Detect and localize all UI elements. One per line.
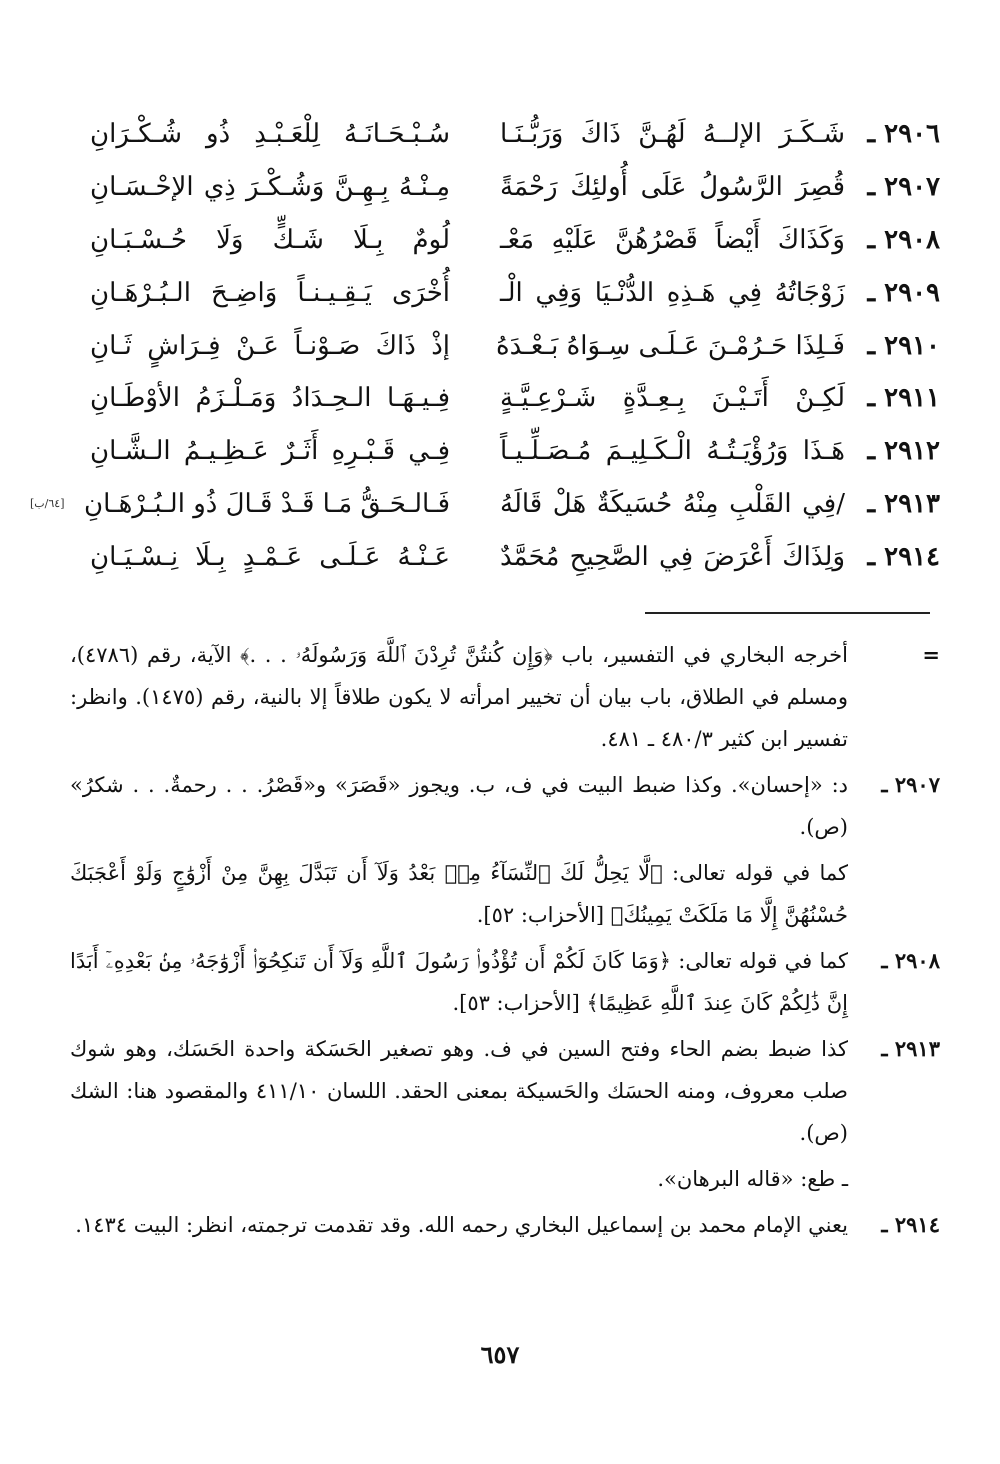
footnote-text: أخرجه البخاري في التفسير، باب ﴿وَإِن كُنتُنَّ تُرِدْنَ ٱللَّهَ وَرَسُولَهُۥ . . .﴾ الآية، رقم (٤٧٨٦)، ومسلم في الطلاق، باب بيان أن تخيير امرأته لا يكون طلاقاً إلا بالنية، رقم (١٤٧٥). وانظر: تفسير ابن كثير ٤٨٠/٣ ـ ٤٨١. bbox=[70, 643, 848, 751]
verse-first-hemistich: شَـكَـرَ الإلــهُ لَهُـنَّ ذَاكَ وَرَبُّـنَـا bbox=[500, 119, 845, 150]
verse-first-hemistich: وَكَذَاكَ أَيْضاً قَصْرُهُنَّ عَلَيْهِ مَعْـ bbox=[500, 224, 845, 255]
verse-second-hemistich: لُومٌ بِـلَا شَـكٍّ وَلَا حُـسْـبَـانِ bbox=[90, 224, 450, 255]
footnote bbox=[70, 940, 940, 1024]
verse-row bbox=[70, 530, 940, 583]
verse-first-hemistich: هَـذَا وَرُؤْيَـتُـهُ الْـكَـلِيـمَ مُـصَـلِّـيـاً bbox=[500, 436, 845, 467]
verse-row bbox=[70, 319, 940, 372]
verse-row bbox=[70, 372, 940, 425]
verse-number: ٢٩٠٧ ـ bbox=[867, 172, 940, 203]
verse-number: ٢٩١٢ ـ bbox=[867, 436, 940, 467]
verse-first-hemistich: وَلِذَاكَ أَعْرَضَ فِي الصَّحِيحِ مُحَمَّدٌ bbox=[500, 541, 845, 572]
verse-second-hemistich: مِـنْـهُ بِـهِـنَّ وَشُـكْـرَ ذِي الإحْـسَـانِ bbox=[90, 172, 450, 203]
footnote-number: ٢٩٠٧ ـ bbox=[881, 772, 940, 797]
verse-row bbox=[70, 266, 940, 319]
verse-row bbox=[70, 425, 940, 478]
footnote-text: ـ طع: «قاله البرهان». bbox=[657, 1167, 848, 1191]
footnote bbox=[70, 852, 940, 936]
verse-number: ٢٩٠٦ ـ bbox=[867, 119, 940, 150]
verse-row bbox=[30, 478, 940, 531]
verse-number: ٢٩١٣ ـ bbox=[867, 488, 940, 519]
verse-second-hemistich: أُخْرَى يَـقِـيـنـاً وَاضِـحَ الـبُـرْهَـانِ bbox=[90, 277, 450, 308]
verse-first-hemistich: فَـلِذَا حَـرُمْـنَ عَـلَـى سِـوَاهُ بَـعْـدَهُ bbox=[496, 330, 845, 361]
verse-second-hemistich: إذْ ذَاكَ صَـوْنـاً عَـنْ فِـرَاشٍ ثَـانِ bbox=[90, 330, 450, 361]
page-number: ٦٥٧ bbox=[480, 1340, 520, 1369]
verse-second-hemistich: عَـنْـهُ عَـلَـى عَـمْـدٍ بِـلَا نِـسْـيَـانِ bbox=[90, 541, 450, 572]
poem-verses bbox=[30, 108, 940, 583]
footnote-number: ٢٩١٣ ـ bbox=[881, 1036, 940, 1061]
footnote bbox=[70, 1204, 940, 1246]
verse-second-hemistich: فِـيـهَـا الـحِـدَادُ وَمَـلْـزَمُ الأوْطَـانِ bbox=[90, 383, 450, 414]
footnote bbox=[70, 1158, 940, 1200]
verse-row bbox=[70, 108, 940, 161]
verse-second-hemistich: فَـالـحَـقُّ مَـا قَـدْ قَـالَ ذُو الـبُـرْهَـانِ bbox=[84, 488, 450, 519]
verse-number: ٢٩٠٩ ـ bbox=[867, 277, 940, 308]
footnote-text: يعني الإمام محمد بن إسماعيل البخاري رحمه الله. وقد تقدمت ترجمته، انظر: البيت ١٤٣٤. bbox=[75, 1213, 848, 1237]
footnote bbox=[70, 1028, 940, 1154]
footnote bbox=[70, 634, 940, 760]
footnote-text: كما في قوله تعالى: ﴿لَّا يَحِلُّ لَكَ ٱلنِّسَآءُ مِنۢ بَعْدُ وَلَآ أَن تَبَدَّلَ بِهِنَّ مِنْ أَزْوَٰجٍ وَلَوْ أَعْجَبَكَ حُسْنُهُنَّ إِلَّا مَا مَلَكَتْ يَمِينُكَ﴾ [الأحزاب: ٥٢]. bbox=[70, 861, 848, 927]
footnotes bbox=[70, 634, 940, 1250]
manuscript-folio-marker: [٦٤/ب] bbox=[30, 496, 65, 510]
verse-number: ٢٩١٤ ـ bbox=[867, 541, 940, 572]
footnote-text: كما في قوله تعالى: ﴿وَمَا كَانَ لَكُمْ أَن تُؤْذُوا۟ رَسُولَ ٱللَّهِ وَلَآ أَن تَنكِحُوٓا۟ أَزْوَٰجَهُۥ مِنۢ بَعْدِهِۦٓ أَبَدًا إِنَّ ذَٰلِكُمْ كَانَ عِندَ ٱللَّهِ عَظِيمًا﴾ [الأحزاب: ٥٣]. bbox=[70, 949, 848, 1015]
verse-first-hemistich: قُصِرَ الرَّسُولُ عَلَى أُولئِكَ رَحْمَةً bbox=[500, 172, 845, 203]
verse-second-hemistich: فِـي قَـبْـرِهِ أَثَـرٌ عَـظِـيـمُ الـشَّـانِ bbox=[90, 436, 450, 467]
verse-first-hemistich: زَوْجَاتُهُ فِي هَـذِهِ الدُّنْـيَا وَفِي الْـ bbox=[500, 277, 845, 308]
footnote-text: د: «إحسان». وكذا ضبط البيت في ف، ب. ويجوز «قَصَرَ» و«قَصْرُ. . . رحمةٌ. . . شكرُ» (ص). bbox=[70, 773, 848, 839]
verse-row bbox=[70, 214, 940, 267]
verse-number: ٢٩١١ ـ bbox=[867, 383, 940, 414]
verse-first-hemistich: /فِي القَلْبِ مِنْهُ حُسَيكَةٌ هَلْ قَالَهُ bbox=[500, 488, 845, 519]
footnote bbox=[70, 764, 940, 848]
footnote-text: كذا ضبط بضم الحاء وفتح السين في ف. وهو تصغير الحَسَكة واحدة الحَسَك، وهو شوك صلب معروف، ومنه الحسَك والحَسيكة بمعنى الحقد. اللسان ٤١١/١٠ والمقصود هنا: الشك (ص). bbox=[70, 1037, 848, 1145]
footnote-number: ٢٩١٤ ـ bbox=[881, 1212, 940, 1237]
verse-number: ٢٩١٠ ـ bbox=[867, 330, 940, 361]
footnote-number: ٢٩٠٨ ـ bbox=[881, 948, 940, 973]
footnote-number: = bbox=[922, 642, 940, 667]
verse-number: ٢٩٠٨ ـ bbox=[867, 224, 940, 255]
verse-second-hemistich: سُـبْـحَـانَـهُ لِلْعَـبْـدِ ذُو شُـكْـرَانِ bbox=[90, 119, 450, 150]
footnote-separator bbox=[645, 612, 930, 614]
verse-row bbox=[70, 161, 940, 214]
verse-first-hemistich: لَكِـنْ أَتَـيْـنَ بِـعِـدَّةٍ شَـرْعِـيَّـةٍ bbox=[500, 383, 845, 414]
